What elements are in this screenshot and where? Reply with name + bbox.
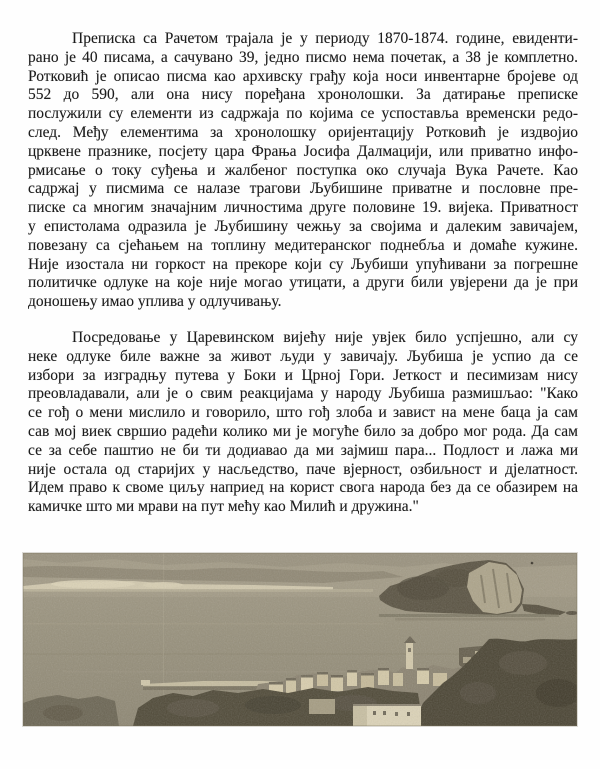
paragraph-2 <box>28 329 578 517</box>
text-line: повезану са сјећањем на топлину медитеранског поднебља и домаће кужине. <box>28 236 578 254</box>
text-line: послужили су елементи из садржаја по којима се успоставља временски редо- <box>28 105 578 123</box>
paragraph-1 <box>28 30 578 312</box>
text-line: Преписка са Рачетом трајала је у периоду 1870-1874. године, евиденти- <box>72 30 578 47</box>
text-line: Посредовање у Царевинском вијећу није увјек било успјешно, али су <box>72 328 578 346</box>
budva-photograph <box>23 553 577 726</box>
text-line: се за себе паштио не би ти додиавао да ми зајмиш пара... Подлост и лажа ми <box>28 441 578 459</box>
text-line: Ротковић је описао писма као архивску грађу која носи инвентарне бројеве од <box>28 67 578 85</box>
text-line: преовладавали, али је о свим реакцијама у народу Љубиша размишљао: "Како <box>28 385 578 403</box>
text-line: след. Међу елементима за хронолошку оријентацију Ротковић је издвојио <box>28 123 578 141</box>
text-line: неке одлуке биле важне за живот људи у завичају. Љубиша је успио да се <box>28 347 578 365</box>
text-line: камичке што ми мрави на пут мећу као Милић и дружина." <box>28 498 419 516</box>
text-line: избори за изградњу путева у Боки и Црној Гори. Јеткост и песимизам нису <box>28 366 578 384</box>
text-line: политичке одлуке на које није могао утицати, а други били увјерени да је при <box>28 274 578 292</box>
text-line: Није изостала ни горкост на прекоре који су Љубиши упућивани за погрешне <box>28 255 578 273</box>
text-line: писке са многим значајним личностима друге половине 19. вијека. Приватност <box>28 199 578 217</box>
text-line: рано је 40 писама, а сачувано 39, једно писмо нема почетак, а 38 је комплетно. <box>28 48 578 66</box>
text-line: доношењу имао уплива у одлучивању. <box>28 293 282 311</box>
grain-overlay <box>23 553 577 726</box>
text-line: у епистолама одразила је Љубишину чежњу за својима и далеким завичајем, <box>28 217 578 235</box>
text-line: није остала од старијих у насљедство, паче вјерност, озбиљност и дјелатност. <box>28 460 578 478</box>
text-line: 552 до 590, али она нису поређана хронолошки. За датирање преписке <box>28 86 578 104</box>
text-line: сав мој виек свршио радећи колико ми је могуће било за добро мог рода. Да сам <box>28 422 578 440</box>
text-line: Идем право к своме циљу наприед на корист свога народа без да се обазирем на <box>28 479 578 497</box>
text-line: се гођ о мени мислило и говорило, што гођ злоба и завист на мене баца ја сам <box>28 404 578 422</box>
text-line: рмисање о току суђења и жалбеног поступка око случаја Вука Рачете. Као <box>28 161 578 179</box>
article-text <box>28 30 578 517</box>
photo-canvas <box>23 553 577 726</box>
text-line: садржај у писмима се налазе трагови Љубишине приватне и пословне пре- <box>28 180 578 198</box>
text-line: црквене празнике, посјету цара Фрања Јосифа Далмацији, или приватно инфо- <box>28 142 578 160</box>
